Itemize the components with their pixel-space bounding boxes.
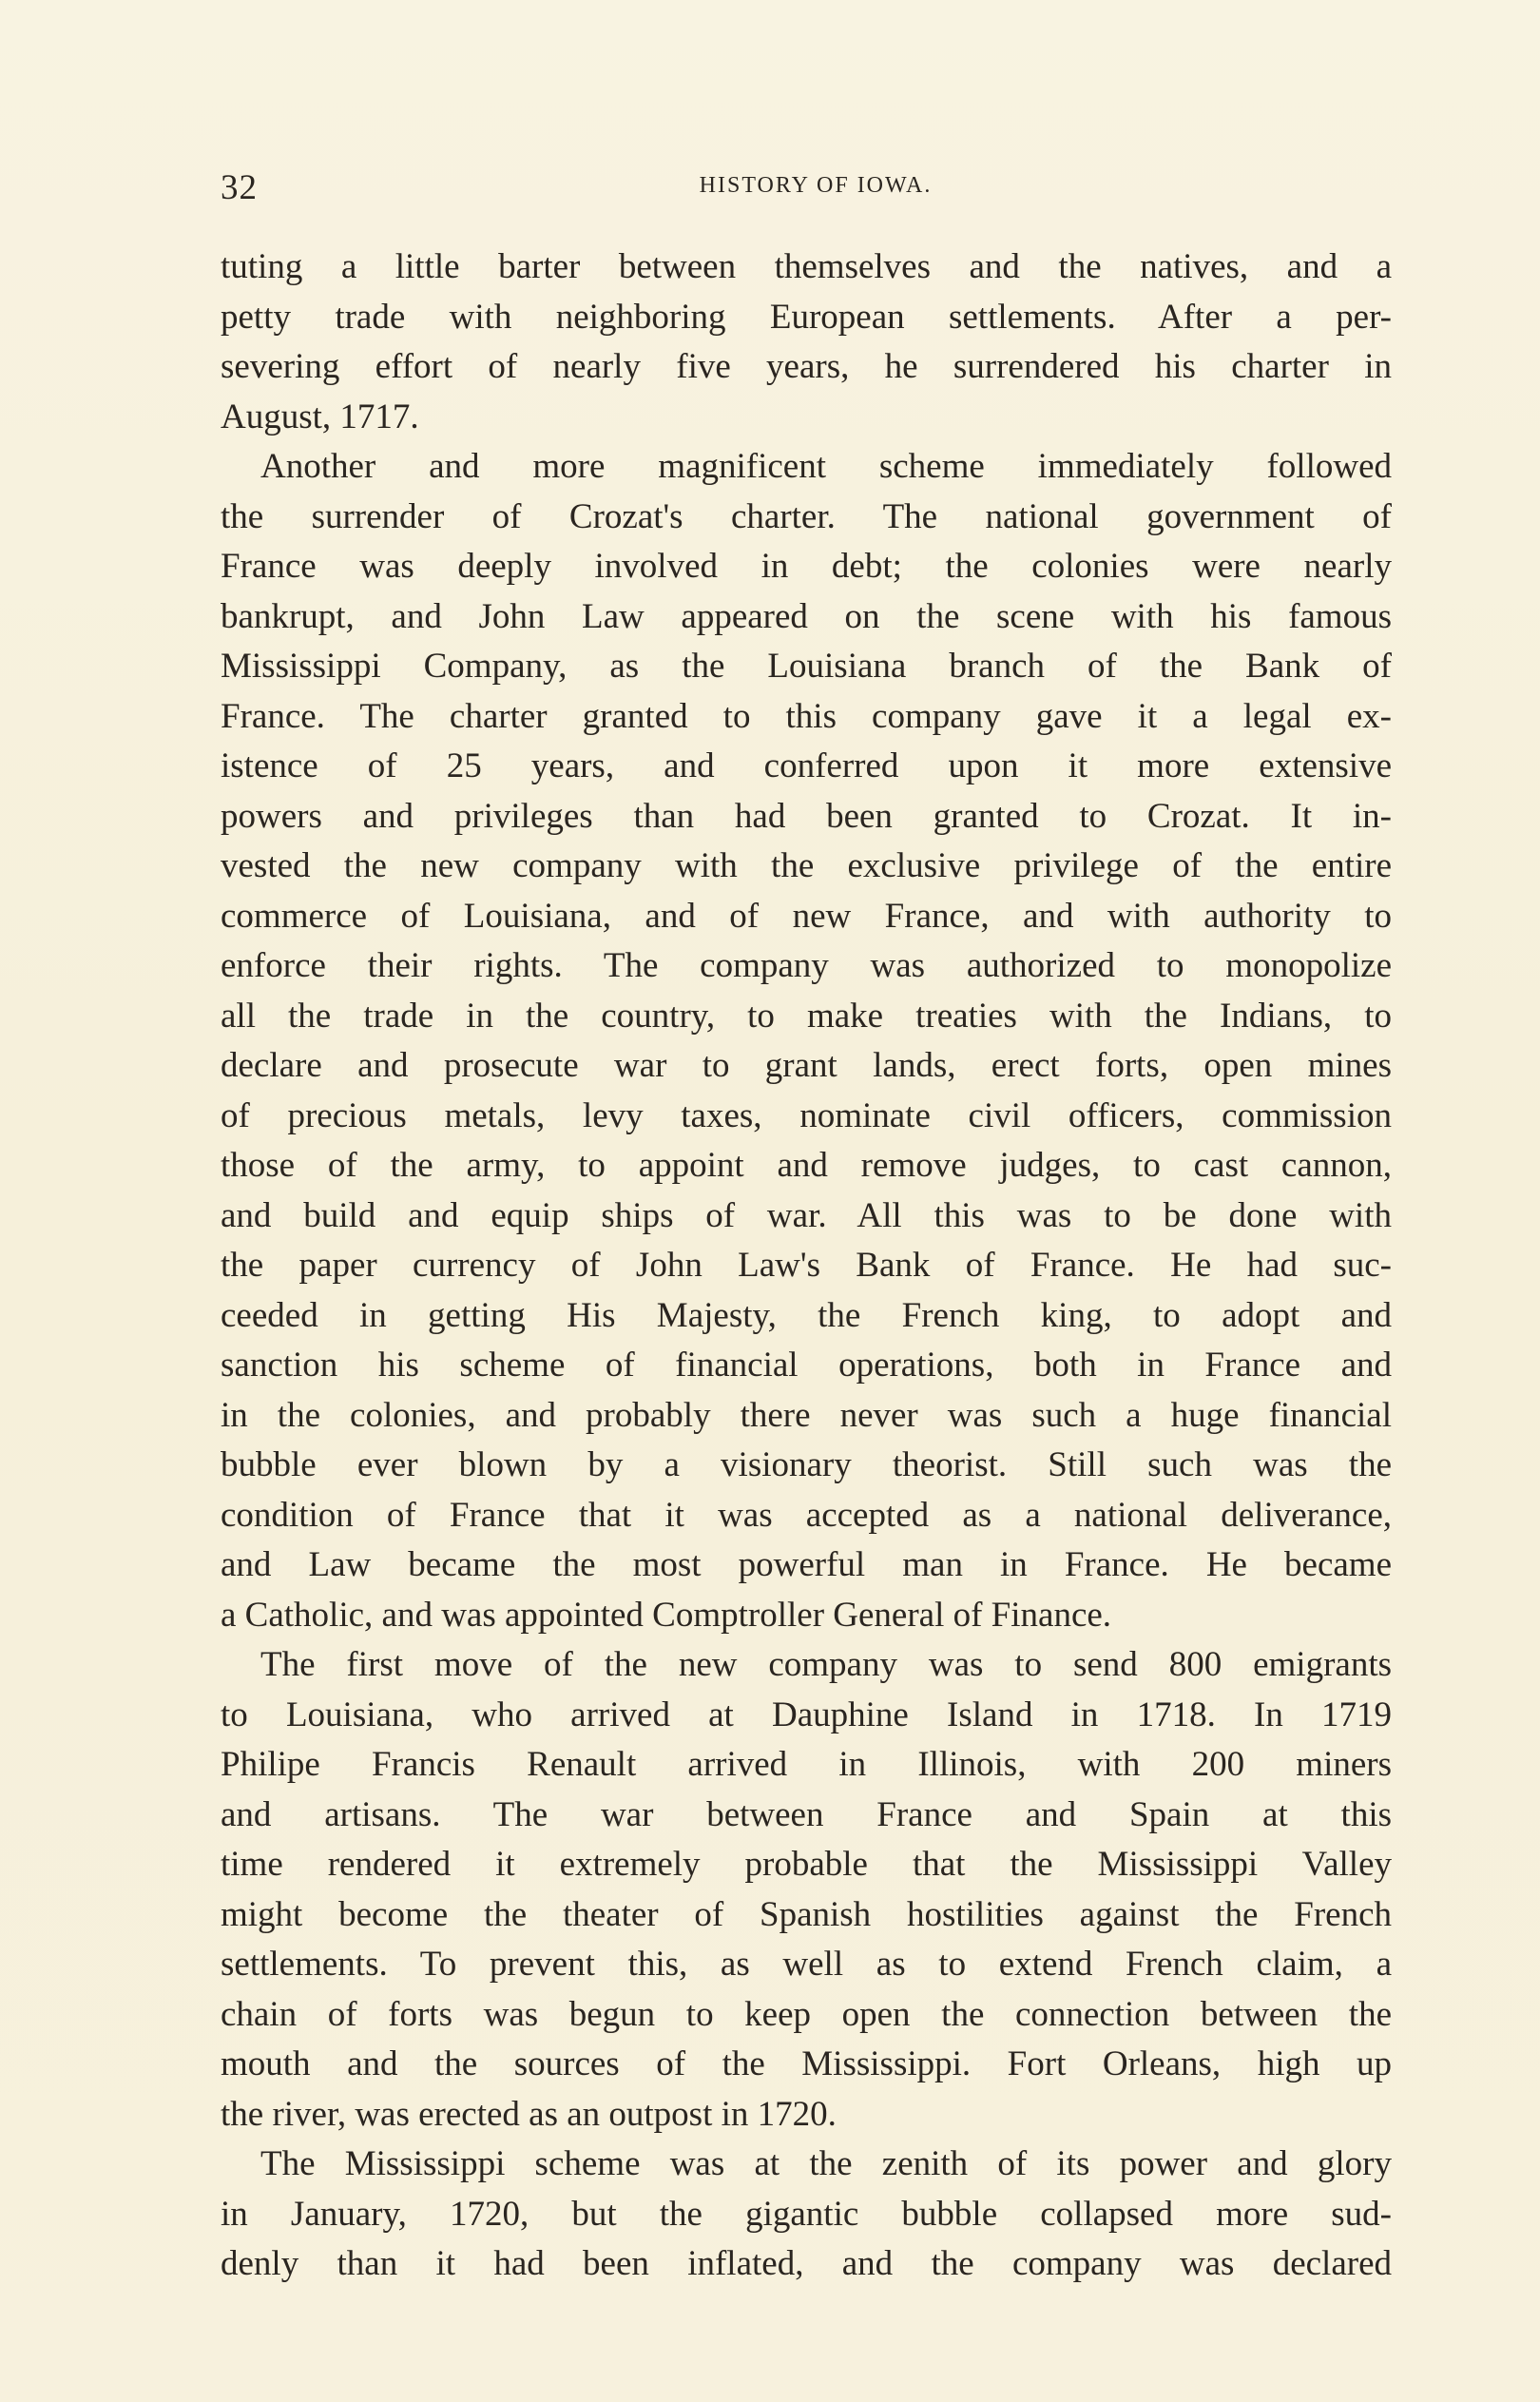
text-line: denly than it had been inflated, and the company was declared [221, 2244, 1392, 2283]
page-number: 32 [221, 168, 258, 207]
text-line: chain of forts was begun to keep open the connection between the [221, 1994, 1392, 2034]
text-line: might become the theater of Spanish hostilities against the French [221, 1894, 1392, 1934]
text-line: declare and prosecute war to grant lands, erect forts, open mines [221, 1046, 1392, 1085]
text-line: commerce of Louisiana, and of new France, and with authority to [221, 896, 1392, 936]
text-line: August, 1717. [221, 397, 419, 436]
running-head: HISTORY OF IOWA. [699, 173, 933, 198]
text-line: condition of France that it was accepted as a national deliverance, [221, 1495, 1392, 1535]
text-line: powers and privileges than had been granted to Crozat. It in- [221, 796, 1392, 836]
text-line: in January, 1720, but the gigantic bubble collapsed more sud- [221, 2194, 1392, 2234]
text-line: severing effort of nearly five years, he surrendered his charter in [221, 347, 1392, 386]
text-line: petty trade with neighboring European settlements. After a per- [221, 297, 1392, 337]
text-line: istence of 25 years, and conferred upon it more extensive [221, 746, 1392, 785]
text-line: The first move of the new company was to send 800 emigrants [260, 1645, 1392, 1684]
text-line: vested the new company with the exclusive privilege of the entire [221, 846, 1392, 885]
text-line: bankrupt, and John Law appeared on the scene with his famous [221, 596, 1392, 636]
text-line: and Law became the most powerful man in France. He became [221, 1545, 1392, 1584]
text-line: those of the army, to appoint and remove judges, to cast cannon, [221, 1146, 1392, 1185]
text-line: France. The charter granted to this company gave it a legal ex- [221, 696, 1392, 736]
text-line: mouth and the sources of the Mississippi. Fort Orleans, high up [221, 2044, 1392, 2083]
text-line: to Louisiana, who arrived at Dauphine Island in 1718. In 1719 [221, 1695, 1392, 1734]
text-line: The Mississippi scheme was at the zenith of its power and glory [260, 2144, 1392, 2183]
text-line: all the trade in the country, to make treaties with the Indians, to [221, 996, 1392, 1036]
text-line: and build and equip ships of war. All this was to be done with [221, 1195, 1392, 1235]
text-line: the paper currency of John Law's Bank of France. He had suc- [221, 1246, 1392, 1285]
text-line: Mississippi Company, as the Louisiana branch of the Bank of [221, 647, 1392, 686]
text-line: the surrender of Crozat's charter. The national government of [221, 496, 1392, 536]
text-line: France was deeply involved in debt; the colonies were nearly [221, 547, 1392, 586]
text-line: a Catholic, and was appointed Comptroller General of Finance. [221, 1595, 1112, 1635]
text-line: sanction his scheme of financial operations, both in France and [221, 1346, 1392, 1385]
page-header [221, 167, 1392, 215]
text-line: the river, was erected as an outpost in 1720. [221, 2094, 837, 2134]
text-line: in the colonies, and probably there never was such a huge financial [221, 1395, 1392, 1435]
text-line: bubble ever blown by a visionary theorist. Still such was the [221, 1445, 1392, 1484]
text-line: Philipe Francis Renault arrived in Illinois, with 200 miners [221, 1745, 1392, 1784]
text-line: time rendered it extremely probable that the Mississippi Valley [221, 1845, 1392, 1884]
text-line: ceeded in getting His Majesty, the French king, to adopt and [221, 1295, 1392, 1335]
text-line: Another and more magnificent scheme immediately followed [260, 447, 1392, 486]
text-line: and artisans. The war between France and Spain at this [221, 1794, 1392, 1834]
text-line: of precious metals, levy taxes, nominate civil officers, commission [221, 1095, 1392, 1135]
text-line: settlements. To prevent this, as well as to extend French claim, a [221, 1945, 1392, 1984]
text-line: tuting a little barter between themselves and the natives, and a [221, 247, 1392, 286]
text-line: enforce their rights. The company was authorized to monopolize [221, 946, 1392, 985]
body-text [221, 242, 1392, 2290]
